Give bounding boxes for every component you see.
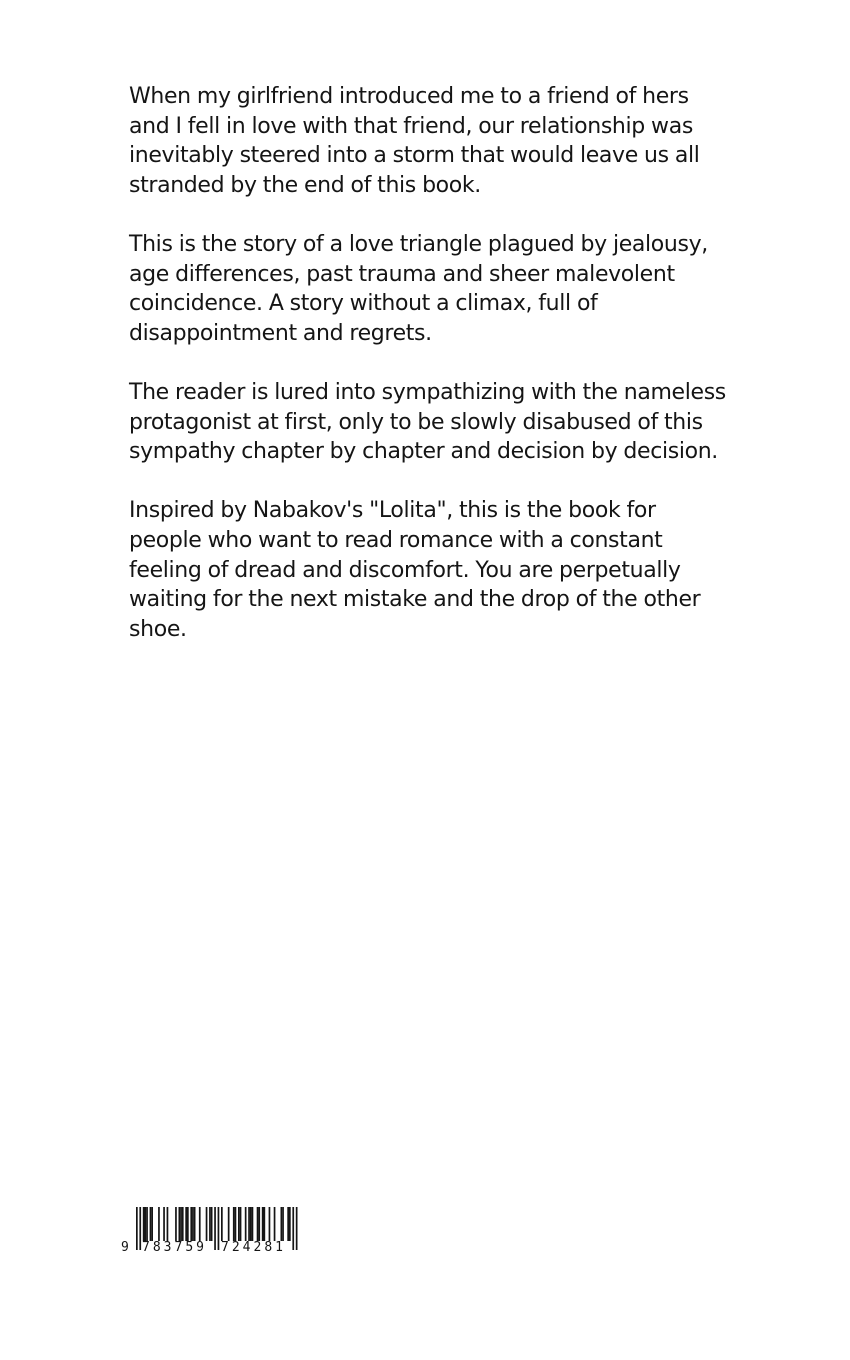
- barcode-bar: [163, 1207, 165, 1241]
- barcode-bar: [206, 1207, 208, 1241]
- barcode-bar: [179, 1207, 181, 1241]
- blurb-paragraph-1: [129, 82, 739, 200]
- barcode-bar: [185, 1207, 187, 1241]
- barcode-bar: [139, 1207, 141, 1250]
- barcode-bar: [143, 1207, 145, 1241]
- blurb-line: feeling of dread and discomfort. You are perpetually: [129, 557, 681, 583]
- barcode-bar: [194, 1207, 196, 1241]
- book-blurb: [129, 82, 739, 674]
- barcode-bar: [296, 1207, 298, 1250]
- barcode-bar: [221, 1207, 223, 1241]
- barcode-bar: [248, 1207, 250, 1241]
- blurb-line: This is the story of a love triangle plagued by jealousy,: [129, 231, 708, 257]
- barcode-bar: [151, 1207, 153, 1241]
- barcode-bar: [257, 1207, 259, 1241]
- barcode-bar: [150, 1207, 152, 1241]
- blurb-line: people who want to read romance with a constant: [129, 527, 663, 553]
- barcode-bar: [209, 1207, 211, 1241]
- barcode-bar: [146, 1207, 148, 1241]
- blurb-line: stranded by the end of this book.: [129, 172, 481, 198]
- barcode-bar: [262, 1207, 264, 1241]
- barcode-bar: [228, 1207, 230, 1241]
- barcode-bar: [235, 1207, 237, 1241]
- barcode-bar: [250, 1207, 252, 1241]
- barcode-bar: [238, 1207, 240, 1241]
- barcode-bar: [233, 1207, 235, 1241]
- barcode-bar: [252, 1207, 254, 1241]
- blurb-paragraph-4: [129, 496, 739, 644]
- blurb-paragraph-2: [129, 230, 739, 348]
- isbn-barcode: [118, 1205, 303, 1257]
- barcode-bar: [180, 1207, 182, 1241]
- barcode-bar: [292, 1207, 294, 1250]
- barcode-bar: [214, 1207, 216, 1250]
- barcode-bar: [240, 1207, 242, 1241]
- barcode-bar: [175, 1207, 177, 1241]
- blurb-line: disappointment and regrets.: [129, 320, 432, 346]
- barcode-bar: [258, 1207, 260, 1241]
- barcode-bar: [182, 1207, 184, 1241]
- blurb-line: sympathy chapter by chapter and decision by decision.: [129, 439, 718, 465]
- blurb-line: and I fell in love with that friend, our relationship was: [129, 113, 693, 139]
- barcode-bar: [211, 1207, 213, 1241]
- blurb-line: Inspired by Nabakov's "Lolita", this is the book for: [129, 498, 656, 524]
- barcode-bar: [282, 1207, 284, 1241]
- barcode-bar: [245, 1207, 247, 1241]
- barcode-bar: [190, 1207, 192, 1241]
- barcode-bar: [187, 1207, 189, 1241]
- barcode-bar: [167, 1207, 169, 1241]
- barcode-bar: [136, 1207, 138, 1250]
- barcode-bar: [281, 1207, 283, 1241]
- blurb-line: shoe.: [129, 616, 187, 642]
- barcode-graphic: [118, 1205, 303, 1257]
- blurb-line: When my girlfriend introduced me to a friend of hers: [129, 84, 689, 109]
- barcode-bar: [274, 1207, 276, 1241]
- blurb-paragraph-3: [129, 378, 739, 467]
- blurb-line: inevitably steered into a storm that would leave us all: [129, 143, 700, 169]
- blurb-line: waiting for the next mistake and the drop of the other: [129, 587, 701, 613]
- barcode-digits-right: 724281: [221, 1240, 283, 1255]
- barcode-bar: [192, 1207, 194, 1241]
- barcode-bar: [289, 1207, 291, 1241]
- blurb-line: The reader is lured into sympathizing with the nameless: [129, 379, 726, 405]
- blurb-line: age differences, past trauma and sheer malevolent: [129, 261, 675, 287]
- blurb-line: coincidence. A story without a climax, full of: [129, 291, 598, 317]
- barcode-bar: [218, 1207, 220, 1250]
- barcode-digit-lead: 9: [121, 1240, 129, 1255]
- barcode-digits-left: 783759: [142, 1240, 204, 1255]
- barcode-bar: [264, 1207, 266, 1241]
- barcode-bar: [269, 1207, 271, 1241]
- barcode-bar: [158, 1207, 160, 1241]
- barcode-bar: [199, 1207, 201, 1241]
- blurb-line: protagonist at first, only to be slowly disabused of this: [129, 409, 703, 435]
- barcode-bar: [145, 1207, 147, 1241]
- barcode-bar: [287, 1207, 289, 1241]
